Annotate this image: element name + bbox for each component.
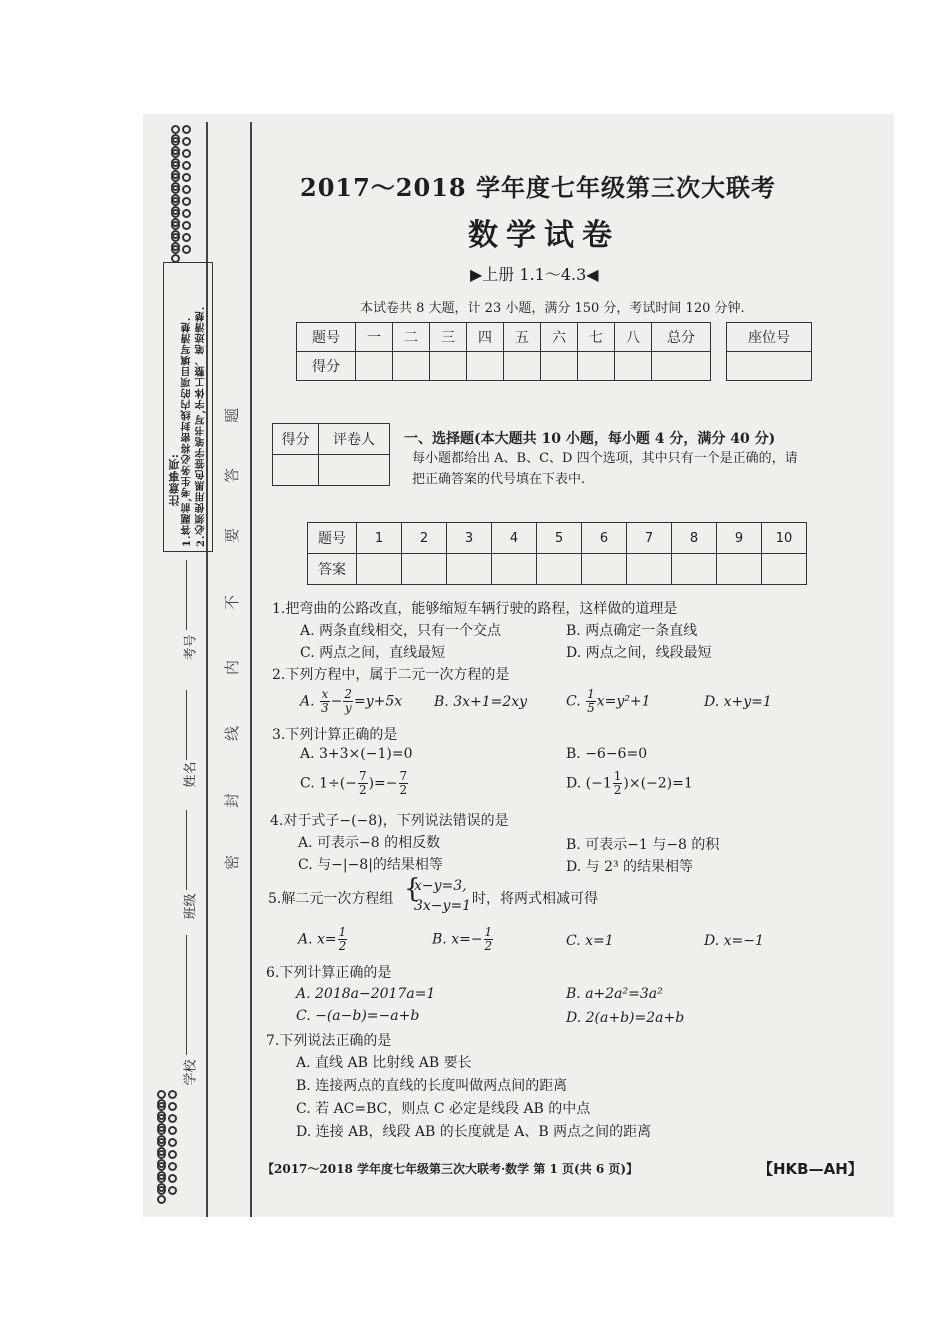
score-cell[interactable] [541, 352, 578, 381]
answer-row-label: 答案 [308, 554, 357, 585]
binding-dot [182, 149, 191, 158]
option-5a-prefix: A. x= [298, 931, 337, 948]
exam-intro: 本试卷共 8 大题，计 23 小题，满分 150 分，考试时间 120 分钟. [360, 301, 745, 316]
grader-table [272, 423, 390, 486]
option-1b: B. 两点确定一条直线 [566, 623, 698, 639]
binding-dot-row [170, 125, 198, 137]
score-cell[interactable] [615, 352, 652, 381]
option-4d: D. 与 2³ 的结果相等 [566, 859, 694, 875]
fraction: $\frac{1}{2}$ [613, 769, 622, 797]
score-header-cell: 八 [615, 323, 652, 352]
option-6c: C. −(a−b)=−a+b [296, 1008, 420, 1024]
binding-dot [168, 1174, 177, 1183]
option-2a-suffix: =y+5x [354, 693, 403, 710]
binding-dot-row [156, 1090, 184, 1102]
binding-dot-row [156, 1126, 184, 1138]
exam-subject: 数学试卷 [468, 218, 620, 253]
page-footer: 【2017～2018 学年度七年级第三次大联考·数学 第 1 页(共 6 页)】 [262, 1162, 639, 1176]
binding-dot-row [170, 149, 198, 161]
binding-dot [171, 161, 180, 170]
binding-dot [171, 197, 180, 206]
score-cell[interactable] [504, 352, 541, 381]
option-7a: A. 直线 AB 比射线 AB 要长 [296, 1055, 472, 1071]
answer-cell[interactable] [402, 554, 447, 585]
section-title: 一、选择题(本大题共 10 小题，每小题 4 分，满分 40 分) [404, 431, 776, 447]
seal-char: 题 [223, 407, 242, 424]
binding-dot [171, 233, 180, 242]
option-3c [300, 770, 409, 797]
binding-dot-row [170, 197, 198, 209]
binding-dot [157, 1102, 166, 1111]
answer-cell[interactable] [762, 554, 807, 585]
question-4: 4.对于式子−(−8)，下列说法错误的是 [270, 813, 509, 829]
score-header-cell: 四 [467, 323, 504, 352]
option-5a [298, 926, 348, 953]
fraction: $\frac{x}{3}$ [321, 687, 329, 715]
seal-line [250, 122, 252, 1217]
field-label-school: 学校 [183, 1059, 199, 1086]
binding-dot [157, 1150, 166, 1159]
score-cell[interactable] [578, 352, 615, 381]
section-desc-line: 每小题都给出 A、B、C、D 四个选项，其中只有一个是正确的，请 [412, 451, 798, 466]
binding-dot [168, 1126, 177, 1135]
binding-dot-row [170, 233, 198, 245]
binding-dot [182, 197, 191, 206]
answer-number: 1 [357, 523, 402, 554]
option-2b: B. 3x+1=2xy [434, 694, 528, 710]
option-5d: D. x=−1 [704, 933, 764, 949]
binding-dot-row [170, 161, 198, 173]
score-cell[interactable] [393, 352, 430, 381]
score-table [296, 322, 711, 381]
binding-dot [182, 173, 191, 182]
notice-title: 注意事项: [168, 453, 181, 507]
class-field[interactable] [186, 810, 187, 890]
option-4a: A. 可表示−8 的相反数 [298, 835, 441, 851]
binding-dot-row [170, 173, 198, 185]
answer-cell[interactable] [447, 554, 492, 585]
option-5b-prefix: B. x=− [432, 931, 483, 948]
answer-number: 2 [402, 523, 447, 554]
field-label-name: 姓名 [183, 761, 199, 788]
option-3d-prefix: D. (−1 [566, 775, 612, 792]
option-2c-suffix: x=y²+1 [596, 693, 651, 710]
answer-cell[interactable] [582, 554, 627, 585]
paper-code: 【HKB—AH】 [758, 1160, 863, 1178]
binding-dot [182, 233, 191, 242]
binding-dot [157, 1162, 166, 1171]
answer-cell[interactable] [357, 554, 402, 585]
answer-number: 9 [717, 523, 762, 554]
binding-dot [171, 209, 180, 218]
seal-char: 不 [223, 594, 242, 611]
seal-char: 密 [223, 854, 242, 871]
option-6a: A. 2018a−2017a=1 [296, 986, 436, 1002]
binding-dot [182, 125, 191, 134]
notice-box [163, 262, 213, 552]
score-cell[interactable] [430, 352, 467, 381]
question-5-prefix: 5.解二元一次方程组 [268, 891, 394, 907]
option-2c-prefix: C. [566, 693, 581, 710]
fraction: $\frac{1}{2}$ [484, 925, 493, 953]
binding-dot-row [156, 1150, 184, 1162]
answer-cell[interactable] [672, 554, 717, 585]
binding-dot-row [170, 185, 198, 197]
answer-table [307, 522, 807, 585]
binding-dot [171, 173, 180, 182]
answer-number: 7 [627, 523, 672, 554]
option-7d: D. 连接 AB，线段 AB 的长度就是 A、B 两点之间的距离 [296, 1124, 652, 1140]
option-7b: B. 连接两点的直线的长度叫做两点间的距离 [296, 1078, 568, 1094]
binding-dot-row [156, 1186, 184, 1198]
seal-char: 要 [223, 527, 242, 544]
option-3a: A. 3+3×(−1)=0 [300, 746, 413, 762]
option-2d: D. x+y=1 [704, 694, 772, 710]
question-7: 7.下列说法正确的是 [266, 1033, 392, 1049]
answer-cell[interactable] [537, 554, 582, 585]
q5-equation-1: x−y=3, [414, 878, 467, 894]
score-header-cell: 七 [578, 323, 615, 352]
seat-table [726, 322, 812, 381]
option-6b: B. a+2a²=3a² [566, 986, 663, 1002]
score-header-cell: 一 [356, 323, 393, 352]
binding-dot [168, 1102, 177, 1111]
question-3: 3.下列计算正确的是 [272, 727, 398, 743]
option-1d: D. 两点之间，线段最短 [566, 645, 712, 661]
binding-dot-row [156, 1162, 184, 1174]
seat-cell[interactable] [727, 352, 812, 381]
binding-dot [157, 1090, 166, 1099]
fraction: $\frac{1}{2}$ [338, 925, 347, 953]
binding-dot-row [170, 209, 198, 221]
section-desc-line: 把正确答案的代号填在下表中. [412, 472, 586, 487]
score-header-cell: 三 [430, 323, 467, 352]
binding-dot [182, 137, 191, 146]
option-3c-prefix: C. 1÷(− [300, 775, 357, 792]
binding-dot [182, 209, 191, 218]
fraction: $\frac{1}{5}$ [587, 687, 595, 715]
binding-dot [168, 1090, 177, 1099]
notice-item-1: 1.答题前,考生务必将密封线内的项目填写清楚. [182, 316, 193, 547]
option-3c-mid: )=− [368, 775, 398, 792]
binding-dot-row [156, 1138, 184, 1150]
binding-dot [171, 245, 180, 254]
binding-dot [168, 1186, 177, 1195]
seal-char: 答 [223, 467, 242, 484]
binding-dots-top [170, 125, 198, 257]
binding-dot [171, 137, 180, 146]
seal-char: 内 [223, 659, 242, 676]
binding-dot [182, 245, 191, 254]
answer-number: 5 [537, 523, 582, 554]
binding-dot [157, 1138, 166, 1147]
score-header-cell: 六 [541, 323, 578, 352]
binding-dot [182, 161, 191, 170]
field-label-exam-number: 考号 [183, 634, 199, 661]
answer-number: 4 [492, 523, 537, 554]
answer-header-label: 题号 [308, 523, 357, 554]
binding-dot-row [170, 221, 198, 233]
binding-dot [157, 1195, 166, 1204]
option-3b: B. −6−6=0 [566, 746, 648, 762]
seal-char: 线 [223, 725, 242, 742]
answer-number: 10 [762, 523, 807, 554]
binding-dot [157, 1186, 166, 1195]
binding-dot-row [156, 1114, 184, 1126]
fraction: $\frac{2}{y}$ [344, 687, 353, 715]
binding-dot [182, 221, 191, 230]
option-5c: C. x=1 [566, 933, 614, 949]
binding-dot [171, 221, 180, 230]
answer-number: 8 [672, 523, 717, 554]
q5-equation-2: 3x−y=1 [414, 898, 472, 914]
binding-dot [168, 1114, 177, 1123]
score-header-cell: 题号 [297, 323, 356, 352]
option-2c [566, 688, 651, 715]
option-1a: A. 两条直线相交，只有一个交点 [300, 623, 502, 639]
answer-cell[interactable] [717, 554, 762, 585]
score-header-cell: 总分 [652, 323, 711, 352]
option-3d [566, 770, 693, 797]
score-cell[interactable] [467, 352, 504, 381]
option-3d-suffix: )×(−2)=1 [623, 775, 693, 792]
question-6: 6.下列计算正确的是 [266, 965, 392, 981]
score-header-cell: 五 [504, 323, 541, 352]
grader-name-label: 评卷人 [319, 424, 390, 455]
binding-dot [168, 1138, 177, 1147]
score-cell[interactable] [652, 352, 711, 381]
question-2: 2.下列方程中，属于二元一次方程的是 [272, 667, 510, 683]
option-4c: C. 与−|−8|的结果相等 [298, 857, 443, 873]
section-description [412, 448, 832, 490]
binding-dot [171, 125, 180, 134]
exam-title: 2017～2018 学年度七年级第三次大联考 [300, 173, 776, 202]
notice-item-2: 2.必须使用黑色签字笔书写,字体工整、笔迹清楚. [196, 305, 207, 547]
seal-char: 封 [223, 792, 242, 809]
school-field[interactable] [186, 935, 187, 1055]
binding-dot-row [156, 1174, 184, 1186]
option-5b [432, 926, 494, 953]
option-6d: D. 2(a+b)=2a+b [566, 1010, 685, 1026]
score-cell[interactable] [356, 352, 393, 381]
option-4b: B. 可表示−1 与−8 的积 [566, 837, 720, 853]
question-1: 1.把弯曲的公路改直，能够缩短车辆行驶的路程，这样做的道理是 [272, 601, 678, 617]
binding-dot [171, 185, 180, 194]
score-row-label: 得分 [297, 352, 356, 381]
binding-dots-bottom [156, 1090, 184, 1198]
binding-dot-row [156, 1102, 184, 1114]
exam-range: ▶上册 1.1～4.3◀ [470, 265, 599, 284]
field-label-class: 班级 [183, 893, 199, 920]
binding-dot [171, 149, 180, 158]
exam-number-field[interactable] [186, 560, 187, 630]
option-1c: C. 两点之间，直线最短 [300, 645, 446, 661]
answer-number: 3 [447, 523, 492, 554]
seat-label: 座位号 [727, 323, 812, 352]
grader-score-label: 得分 [273, 424, 319, 455]
binding-dot [168, 1150, 177, 1159]
binding-dot [157, 1174, 166, 1183]
binding-dot [168, 1162, 177, 1171]
brace-icon: { [404, 874, 421, 904]
binding-dot [182, 185, 191, 194]
name-field[interactable] [186, 690, 187, 760]
grader-name-cell[interactable] [319, 455, 390, 486]
option-2a-prefix: A. [300, 693, 315, 710]
binding-dot [157, 1126, 166, 1135]
binding-dot [157, 1114, 166, 1123]
answer-number: 6 [582, 523, 627, 554]
score-header-cell: 二 [393, 323, 430, 352]
binding-dot-row [170, 245, 198, 257]
fraction: $\frac{7}{2}$ [399, 769, 408, 797]
binding-dot-row [170, 137, 198, 149]
question-5-suffix: 时，将两式相减可得 [472, 891, 598, 907]
answer-cell[interactable] [492, 554, 537, 585]
option-7c: C. 若 AC=BC，则点 C 必定是线段 AB 的中点 [296, 1101, 591, 1117]
option-2a: A. $\frac{x}{3}$ − $\frac{2}{y}$ =y+5x [300, 687, 403, 715]
fraction: $\frac{7}{2}$ [358, 769, 367, 797]
grader-score-cell[interactable] [273, 455, 319, 486]
answer-cell[interactable] [627, 554, 672, 585]
